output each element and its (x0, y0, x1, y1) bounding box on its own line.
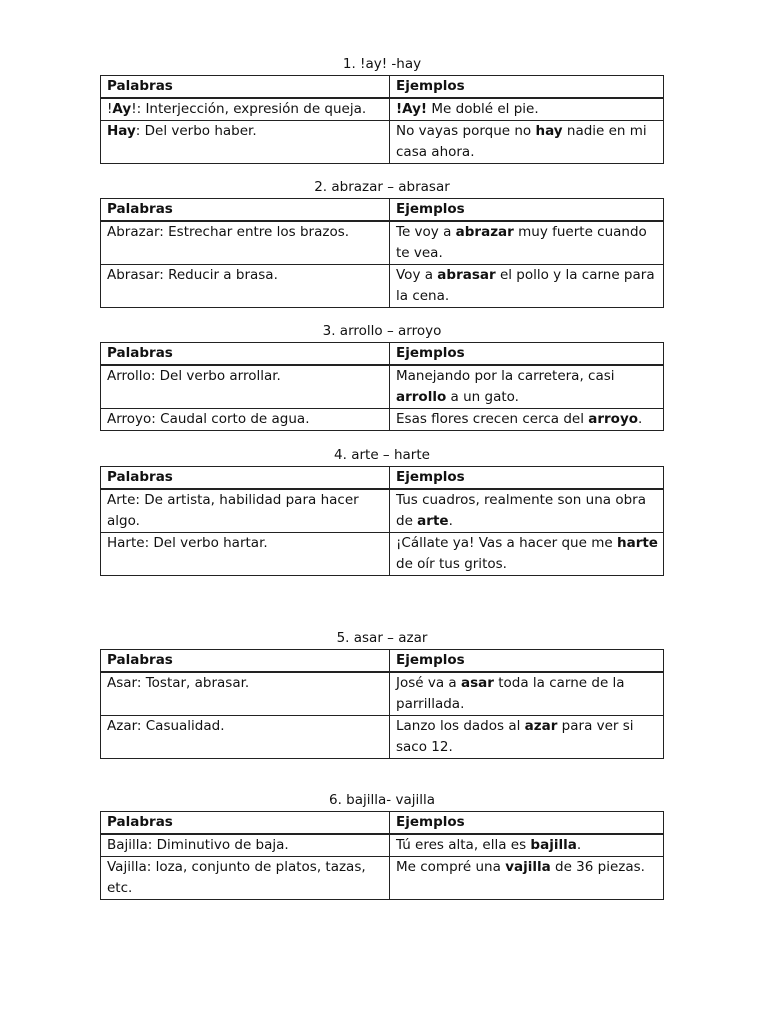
word-cell (101, 221, 390, 265)
word-table (100, 811, 664, 900)
word-cell (101, 409, 390, 431)
bold-term: bajilla (530, 837, 577, 853)
text-run: Abrazar: Estrechar entre los brazos. (107, 224, 350, 240)
section-title: 4. arte – harte (334, 447, 430, 463)
text-run: Tú eres alta, ella es (396, 837, 531, 853)
section-3 (100, 321, 664, 431)
section-title: 3. arrollo – arroyo (322, 323, 442, 339)
text-run: Manejando por la carretera, casi (396, 368, 615, 384)
text-run: de 36 piezas. (550, 859, 645, 875)
header-ejemplos: Ejemplos (390, 76, 664, 99)
section-1 (100, 54, 664, 164)
bold-term: abrasar (437, 267, 496, 283)
text-run: nadie en mi casa ahora. (396, 123, 647, 160)
example-cell (390, 409, 664, 431)
section-title: 2. abrazar – abrasar (314, 179, 450, 195)
bold-term: Hay (107, 123, 136, 139)
text-run: Esas flores crecen cerca del (396, 411, 589, 427)
header-row (101, 812, 664, 835)
table-row (101, 221, 664, 265)
text-run: Me compré una (396, 859, 506, 875)
header-row (101, 199, 664, 222)
text-run: . (448, 513, 453, 529)
header-ejemplos: Ejemplos (390, 812, 664, 835)
text-run: Lanzo los dados al (396, 718, 525, 734)
bold-term: vajilla (505, 859, 551, 875)
header-palabras: Palabras (101, 467, 390, 490)
header-palabras: Palabras (101, 812, 390, 835)
text-run: Te voy a (396, 224, 456, 240)
word-table (100, 198, 664, 308)
example-cell (390, 834, 664, 857)
word-cell (101, 716, 390, 759)
bold-term: harte (616, 535, 658, 551)
word-cell (101, 672, 390, 716)
text-run: Abrasar: Reducir a brasa. (107, 267, 278, 283)
text-run: Tus cuadros, realmente son una obra de (396, 492, 646, 529)
bold-term: azar (524, 718, 558, 734)
word-table (100, 649, 664, 759)
word-table (100, 466, 664, 576)
example-cell (390, 365, 664, 409)
table-row (101, 716, 664, 759)
table-row (101, 409, 664, 431)
word-cell (101, 834, 390, 857)
table-row (101, 857, 664, 900)
example-cell (390, 489, 664, 533)
header-palabras: Palabras (101, 650, 390, 673)
table-row (101, 265, 664, 308)
section-4 (100, 445, 664, 576)
text-run: ¡Cállate ya! Vas a hacer que me (396, 535, 617, 551)
text-run: Voy a (396, 267, 438, 283)
text-run: !: Interjección, expresión de queja. (131, 101, 367, 117)
word-table (100, 75, 664, 164)
word-table (100, 342, 664, 431)
text-run: Azar: Casualidad. (107, 718, 225, 734)
table-row (101, 121, 664, 164)
header-ejemplos: Ejemplos (390, 650, 664, 673)
header-row (101, 343, 664, 366)
bold-term: Ay (112, 101, 132, 117)
example-cell (390, 98, 664, 121)
word-cell (101, 533, 390, 576)
example-cell (390, 221, 664, 265)
header-ejemplos: Ejemplos (390, 343, 664, 366)
text-run: toda la carne de la parrillada. (396, 675, 625, 712)
text-run: a un gato. (446, 389, 519, 405)
bold-term: arroyo (588, 411, 639, 427)
word-cell (101, 857, 390, 900)
section-title: 1. !ay! -hay (342, 56, 422, 72)
word-cell (101, 98, 390, 121)
section-title: 6. bajilla- vajilla (329, 792, 435, 808)
example-cell (390, 121, 664, 164)
word-cell (101, 365, 390, 409)
text-run: Me doblé el pie. (427, 101, 539, 117)
bold-term: abrazar (455, 224, 514, 240)
table-row (101, 98, 664, 121)
example-cell (390, 265, 664, 308)
header-row (101, 76, 664, 99)
text-run: José va a (396, 675, 461, 691)
table-row (101, 533, 664, 576)
text-run: Harte: Del verbo hartar. (107, 535, 268, 551)
example-cell (390, 672, 664, 716)
bold-term: !Ay! (396, 101, 428, 117)
section-title: 5. asar – azar (336, 630, 428, 646)
table-row (101, 672, 664, 716)
text-run: Arrollo: Del verbo arrollar. (107, 368, 281, 384)
text-run: ! (107, 101, 113, 117)
text-run: No vayas porque no (396, 123, 536, 139)
text-run: muy fuerte cuando te vea. (396, 224, 647, 261)
word-cell (101, 489, 390, 533)
bold-term: asar (461, 675, 494, 691)
section-2 (100, 177, 664, 308)
section-6 (100, 790, 664, 900)
table-row (101, 365, 664, 409)
text-run: . (576, 837, 582, 853)
table-row (101, 834, 664, 857)
section-5 (100, 628, 664, 759)
header-ejemplos: Ejemplos (390, 467, 664, 490)
example-cell (390, 533, 664, 576)
word-cell (101, 121, 390, 164)
header-row (101, 467, 664, 490)
text-run: Arroyo: Caudal corto de agua. (107, 411, 310, 427)
header-row (101, 650, 664, 673)
text-run: Asar: Tostar, abrasar. (107, 675, 250, 691)
bold-term: arrollo (396, 389, 447, 405)
text-run: Bajilla: Diminutivo de baja. (107, 837, 289, 853)
example-cell (390, 716, 664, 759)
text-run: de oír tus gritos. (396, 556, 507, 572)
example-cell (390, 857, 664, 900)
header-palabras: Palabras (101, 199, 390, 222)
text-run: para ver si saco 12. (396, 718, 634, 755)
table-row (101, 489, 664, 533)
header-palabras: Palabras (101, 343, 390, 366)
header-palabras: Palabras (101, 76, 390, 99)
text-run: Arte: De artista, habilidad para hacer algo. (107, 492, 359, 529)
header-ejemplos: Ejemplos (390, 199, 664, 222)
text-run: : Del verbo haber. (135, 123, 257, 139)
text-run: el pollo y la carne para la cena. (396, 267, 655, 304)
bold-term: hay (535, 123, 563, 139)
text-run: . (638, 411, 643, 427)
word-cell (101, 265, 390, 308)
bold-term: arte (417, 513, 449, 529)
text-run: Vajilla: loza, conjunto de platos, tazas, etc. (107, 859, 366, 896)
